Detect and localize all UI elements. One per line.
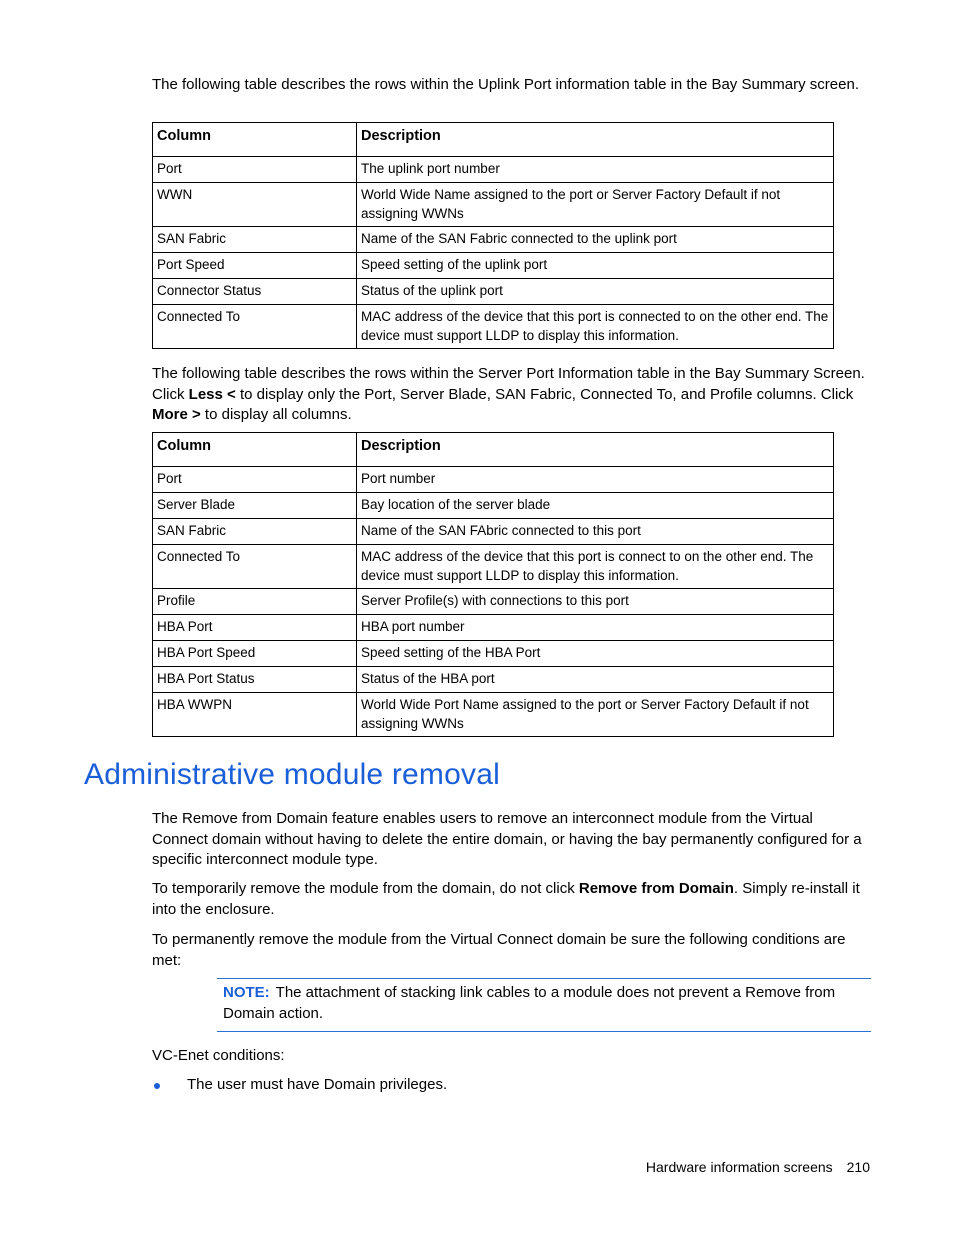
table-row [153, 519, 834, 545]
table-row [153, 279, 834, 305]
table-cell: HBA port number [357, 615, 834, 641]
table-cell: HBA Port Speed [153, 641, 357, 667]
description-header: Description [357, 123, 834, 157]
table-header-row [153, 433, 834, 467]
table-cell: HBA Port Status [153, 667, 357, 693]
table-cell: World Wide Name assigned to the port or Server Factory Default if not assigning WWNs [357, 183, 834, 227]
note-label: NOTE: [223, 984, 270, 1001]
table-row [153, 693, 834, 737]
table-cell: Profile [153, 589, 357, 615]
description-header: Description [357, 433, 834, 467]
body-paragraph-1: The Remove from Domain feature enables users to remove an interconnect module from the Virtual Connect domain without having to delete the entire domain, or having the bay permanently configured for a specific interconnect module type. [152, 810, 862, 868]
section-heading: Administrative module removal [84, 758, 500, 791]
table-cell: SAN Fabric [153, 227, 357, 253]
table-row [153, 493, 834, 519]
table-row [153, 545, 834, 589]
table-cell: HBA WWPN [153, 693, 357, 737]
table-cell: Name of the SAN FAbric connected to this port [357, 519, 834, 545]
table-row [153, 253, 834, 279]
body-paragraph-3: To permanently remove the module from the Virtual Connect domain be sure the following conditions are met: [152, 931, 846, 969]
table-cell: Server Blade [153, 493, 357, 519]
list-item-text: The user must have Domain privileges. [187, 1076, 448, 1093]
table-cell: Connector Status [153, 279, 357, 305]
table-cell: Speed setting of the HBA Port [357, 641, 834, 667]
table-row [153, 589, 834, 615]
table-row [153, 157, 834, 183]
intro2-text: to display only the Port, Server Blade, SAN Fabric, Connected To, and Profile columns. Click [235, 385, 854, 403]
intro2-text: The following table describes the rows within the Server Port Information table in the Bay Summary Screen. Click [152, 365, 865, 403]
conditions-label: VC-Enet conditions: [152, 1047, 285, 1064]
remove-from-domain-text: Remove from Domain [578, 880, 734, 897]
body-paragraph-2 [152, 879, 872, 920]
intro-paragraph-1: The following table describes the rows within the Uplink Port information table in the Bay Summary screen. [152, 76, 859, 93]
table-cell: MAC address of the device that this port is connected to on the other end. The device must support LLDP to display this information. [357, 305, 834, 349]
table-cell: HBA Port [153, 615, 357, 641]
table-cell: Connected To [153, 305, 357, 349]
table-cell: SAN Fabric [153, 519, 357, 545]
table-cell: Speed setting of the uplink port [357, 253, 834, 279]
note-box [217, 978, 871, 1032]
table-cell: Port Speed [153, 253, 357, 279]
page-footer [646, 1157, 870, 1177]
table-row [153, 641, 834, 667]
column-header: Column [153, 123, 357, 157]
table-row [153, 467, 834, 493]
more-link-text: More > [152, 406, 201, 423]
intro2-text: to display all columns. [200, 406, 352, 423]
table-row [153, 615, 834, 641]
table-row [153, 183, 834, 227]
table-cell: Status of the uplink port [357, 279, 834, 305]
table-cell: Bay location of the server blade [357, 493, 834, 519]
table-cell: WWN [153, 183, 357, 227]
less-link-text: Less < [188, 385, 236, 403]
para2-text: . Simply re-install it into the enclosure. [152, 880, 860, 918]
para2-text: To temporarily remove the module from the domain, do not click [152, 880, 579, 897]
page-number: 210 [846, 1159, 870, 1175]
table-cell: Connected To [153, 545, 357, 589]
note-text: The attachment of stacking link cables to a module does not prevent a Remove from Domain action. [223, 984, 836, 1022]
table-cell: MAC address of the device that this port is connect to on the other end. The device must support LLDP to display this information. [357, 545, 834, 589]
table-cell: Server Profile(s) with connections to this port [357, 589, 834, 615]
table-row [153, 667, 834, 693]
table-cell: The uplink port number [357, 157, 834, 183]
table-cell: Port [153, 467, 357, 493]
uplink-port-table [152, 122, 834, 349]
column-header: Column [153, 433, 357, 467]
table-cell: Name of the SAN Fabric connected to the uplink port [357, 227, 834, 253]
table-cell: Status of the HBA port [357, 667, 834, 693]
table-row [153, 305, 834, 349]
table-row [153, 227, 834, 253]
intro-paragraph-2 [152, 364, 872, 426]
bullet-icon [154, 1083, 160, 1089]
table-cell: Port [153, 157, 357, 183]
table-cell: Port number [357, 467, 834, 493]
server-port-table [152, 432, 834, 737]
table-header-row [153, 123, 834, 157]
footer-section-title: Hardware information screens [645, 1159, 833, 1175]
table-cell: World Wide Port Name assigned to the port or Server Factory Default if not assigning WWNs [357, 693, 834, 737]
